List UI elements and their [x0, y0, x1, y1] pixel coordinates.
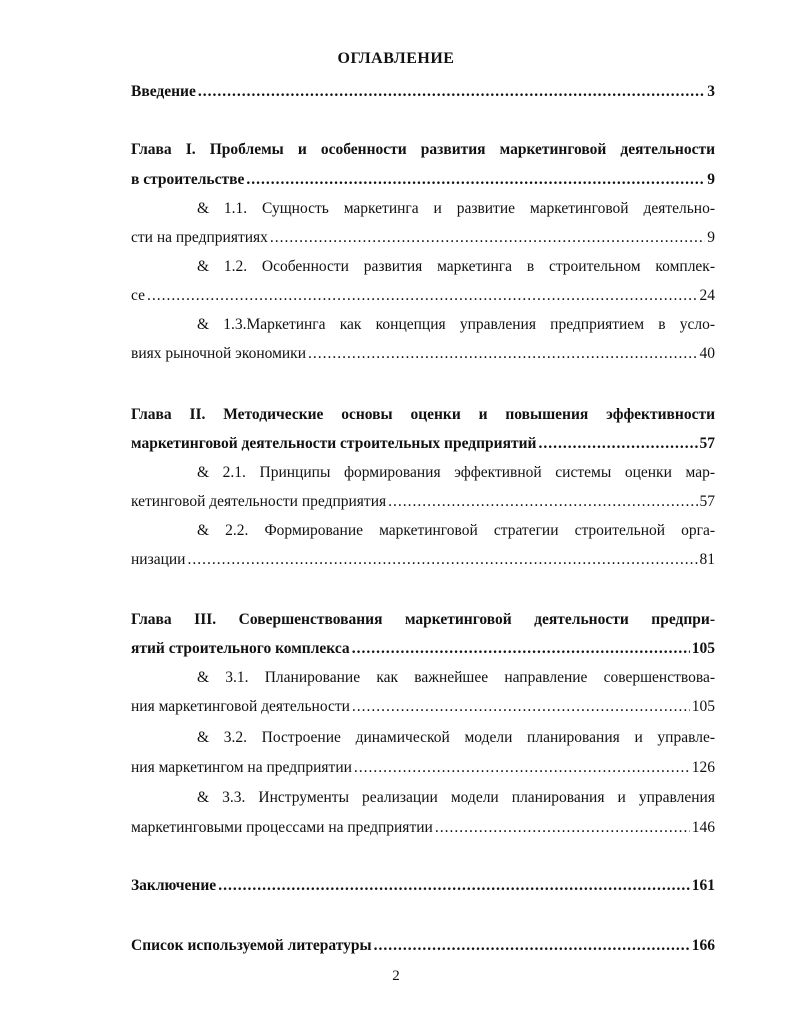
section-1-3-line1: & 1.3.Маркетинга как концепция управления предприятием в усло- — [197, 316, 715, 333]
page-number: 2 — [392, 968, 400, 984]
toc-entry-text: низации — [131, 551, 186, 568]
section-3-1-line2 — [131, 697, 715, 717]
section-3-2-line2 — [131, 758, 715, 778]
toc-entry-page: 24 — [699, 287, 715, 304]
section-2-2-line1: & 2.2. Формирование маркетинговой стратегии строительной орга- — [197, 522, 715, 539]
toc-entry-text: ятий строительного комплекса — [131, 640, 350, 657]
section-2-1-line1: & 2.1. Принципы формирования эффективной системы оценки мар- — [197, 464, 715, 481]
chapter-1-title-line1: Глава I. Проблемы и особенности развития маркетинговой деятельности — [131, 141, 715, 158]
toc-entry-page: 105 — [691, 640, 715, 657]
toc-entry-intro — [131, 82, 715, 102]
leader-dots — [354, 758, 690, 778]
toc-entry-text: Введение — [131, 83, 196, 100]
leader-dots — [270, 228, 705, 248]
toc-entry-page: 40 — [699, 345, 715, 362]
chapter-2-title-line2 — [131, 434, 715, 454]
section-3-3-line2 — [131, 818, 715, 838]
leader-dots — [435, 818, 690, 838]
toc-entry-page: 9 — [707, 229, 715, 246]
leader-dots — [308, 344, 697, 364]
leader-dots — [198, 82, 705, 102]
toc-entry-page: 105 — [691, 698, 715, 715]
toc-entry-text: маркетинговыми процессами на предприятии — [131, 819, 433, 836]
section-3-1-line1: & 3.1. Планирование как важнейшее направление совершенствова- — [197, 669, 715, 686]
section-1-3-line2 — [131, 344, 715, 364]
toc-entry-page: 166 — [691, 937, 715, 954]
toc-entry-text: сти на предприятиях — [131, 229, 268, 246]
chapter-1-title-line2 — [131, 170, 715, 190]
section-1-1-line2 — [131, 228, 715, 248]
toc-entry-text: се — [131, 287, 145, 304]
toc-entry-page: 57 — [699, 435, 715, 452]
section-3-2-line1: & 3.2. Построение динамической модели планирования и управле- — [197, 729, 715, 746]
section-1-2-line2 — [131, 286, 715, 306]
toc-entry-text: кетинговой деятельности предприятия — [131, 493, 387, 510]
section-2-2-line2 — [131, 550, 715, 570]
toc-entry-text: Заключение — [131, 877, 217, 894]
leader-dots — [538, 434, 697, 454]
leader-dots — [147, 286, 698, 306]
leader-dots — [352, 697, 690, 717]
section-1-1-line1: & 1.1. Сущность маркетинга и развитие маркетинговой деятельно- — [197, 200, 715, 217]
toc-entry-page: 126 — [691, 759, 715, 776]
toc-entry-page: 81 — [699, 551, 715, 568]
chapter-2-title-line1: Глава II. Методические основы оценки и повышения эффективности — [131, 406, 715, 423]
leader-dots — [388, 492, 697, 512]
leader-dots — [374, 936, 690, 956]
toc-entry-text: ния маркетинговой деятельности — [131, 698, 350, 715]
toc-entry-text: Список используемой литературы — [131, 937, 372, 954]
toc-entry-page: 161 — [691, 877, 715, 894]
toc-entry-page: 9 — [707, 171, 715, 188]
chapter-3-title-line2 — [131, 639, 715, 659]
section-1-2-line1: & 1.2. Особенности развития маркетинга в строительном комплек- — [197, 258, 715, 275]
leader-dots — [246, 170, 705, 190]
toc-entry-references — [131, 936, 715, 956]
toc-entry-text: виях рыночной экономики — [131, 345, 307, 362]
leader-dots — [187, 550, 697, 570]
toc-entry-page: 146 — [691, 819, 715, 836]
page-title: ОГЛАВЛЕНИЕ — [337, 50, 455, 67]
toc-entry-page: 57 — [699, 493, 715, 510]
section-2-1-line2 — [131, 492, 715, 512]
chapter-3-title-line1: Глава III. Совершенствования маркетинговой деятельности предпри- — [131, 611, 715, 628]
toc-entry-text: ния маркетингом на предприятии — [131, 759, 352, 776]
section-3-3-line1: & 3.3. Инструменты реализации модели планирования и управления — [197, 789, 715, 806]
toc-entry-conclusion — [131, 876, 715, 896]
leader-dots — [352, 639, 690, 659]
leader-dots — [218, 876, 690, 896]
toc-entry-text: в строительстве — [131, 171, 245, 188]
toc-entry-text: маркетинговой деятельности строительных предприятий — [131, 435, 537, 452]
toc-entry-page: 3 — [707, 83, 715, 100]
